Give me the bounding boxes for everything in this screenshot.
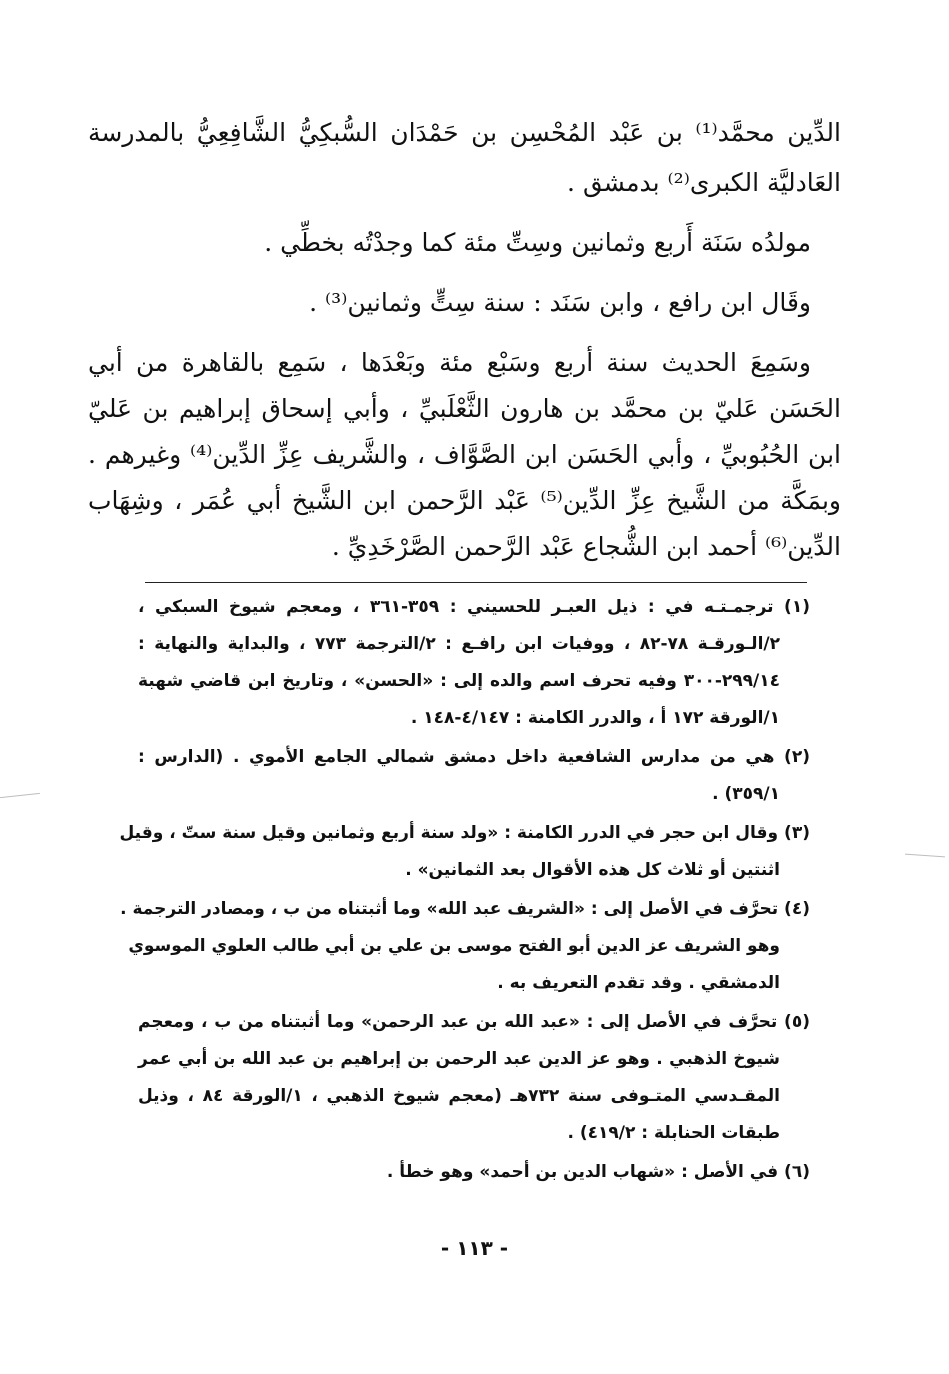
footnote-4-line-3: الدمشقي . وقد تقدم التعريف به . bbox=[497, 973, 780, 993]
footnote-1-line-1: (١) ترجمـتـه في : ذيل العبـر للحسيني : ٣٥٩-٣٦١ ، ومعجم شيوخ السبكي ، bbox=[138, 597, 810, 617]
footnote-6-line-1: (٦) في الأصل : «شهاب الدين بن أحمد» وهو خطأ . bbox=[386, 1162, 810, 1182]
footnote-1-line-4: ١/الورقة ١٧٢ أ ، والدرر الكامنة : ٤/١٤٧-١٤٨ . bbox=[410, 708, 780, 728]
body-line-3: مولدُه سَنَة أَربع وثمانين وسِتِّ مئة كما وجدْتُه بخطِّي . bbox=[264, 228, 811, 257]
footnote-separator bbox=[145, 582, 807, 583]
body-line-6: الحَسَن عَليّ بن محمَّد بن هارون الثَّعْلَبيِّ ، وأبي إسحاق إبراهيم بن عَليّ bbox=[88, 394, 841, 423]
body-line-9: الدِّين⁽⁶⁾ أحمد ابن الشُّجاع عَبْد الرَّحمن الصَّرْخَدِيِّ . bbox=[331, 532, 841, 561]
body-line-7: ابن الحُبُوبيِّ ، وأبي الحَسَن ابن الصَّوَّاف ، والشَّريف عِزِّ الدِّين⁽⁴⁾ وغيرهم . bbox=[88, 440, 841, 469]
footnote-4-line-1: (٤) تحرَّف في الأصل إلى : «الشريف عبد الله» وما أثبتناه من ب ، ومصادر الترجمة . bbox=[120, 899, 810, 919]
scan-mark-left bbox=[0, 793, 40, 798]
footnote-2-line-1: (٢) هي من مدارس الشافعية داخل دمشق شمالي الجامع الأموي . (الدارس : bbox=[138, 747, 810, 767]
page-number: - ١١٣ - bbox=[440, 1236, 509, 1260]
footnote-5-line-3: المقـدسي المتـوفى سنة ٧٣٢هـ (معجم شيوخ الذهبي ، ١/الورقة ٨٤ ، وذيل bbox=[138, 1086, 780, 1106]
footnote-1-line-2: ٢/الـورقـة ٧٨-٨٢ ، ووفيات ابن رافـع : ٢/الترجمة ٧٧٣ ، والبداية والنهاية : bbox=[138, 634, 780, 654]
body-line-2: العَادليَّة الكبرى⁽²⁾ بدمشق . bbox=[567, 168, 841, 197]
footnote-5-line-2: شيوخ الذهبي . وهو عز الدين عبد الرحمن بن إبراهيم بن عبد الله بن أبي عمر bbox=[138, 1049, 780, 1069]
body-line-8: وبمَكَّة من الشَّيخ عِزِّ الدِّين⁽⁵⁾ عَبْد الرَّحمن ابن الشَّيخ أبي عُمَر ، وشِهَاب bbox=[88, 486, 841, 515]
body-line-5: وسَمِعَ الحديث سنة أربع وسَبْع مئة وبَعْدَها ، سَمِع بالقاهرة من أبي bbox=[88, 348, 811, 377]
footnote-5-line-1: (٥) تحرَّف في الأصل إلى : «عبد الله بن عبد الرحمن» وما أثبتناه من ب ، ومعجم bbox=[138, 1012, 810, 1032]
footnote-3-line-2: اثنتين أو ثلاث كل هذه الأقوال بعد الثمانين» . bbox=[405, 860, 780, 880]
body-line-4: وقَال ابن رافع ، وابن سَنَد : سنة سِتٍّ وثمانين⁽³⁾ . bbox=[309, 288, 811, 317]
footnote-4-line-2: وهو الشريف عز الدين أبو الفتح موسى بن علي بن أبي طالب العلوي الموسوي bbox=[128, 936, 780, 956]
body-line-1: الدِّين محمَّد⁽¹⁾ بن عَبْد المُحْسِن بن حَمْدَان السُّبكِيُّ الشَّافِعِيُّ بالمدرسة bbox=[88, 118, 841, 147]
scan-mark-right bbox=[905, 854, 945, 858]
footnote-5-line-4: طبقات الحنابلة : ٤١٩/٢) . bbox=[567, 1123, 780, 1143]
footnote-2-line-2: ٣٥٩/١) . bbox=[712, 784, 780, 804]
footnote-3-line-1: (٣) وقال ابن حجر في الدرر الكامنة : «ولد سنة أربع وثمانين وقيل سنة ستّ ، وقيل bbox=[119, 823, 810, 843]
footnote-1-line-3: ٢٩٩/١٤-٣٠٠ وفيه تحرف اسم والده إلى : «الحسن» ، وتاريخ ابن قاضي شهبة bbox=[138, 671, 780, 691]
